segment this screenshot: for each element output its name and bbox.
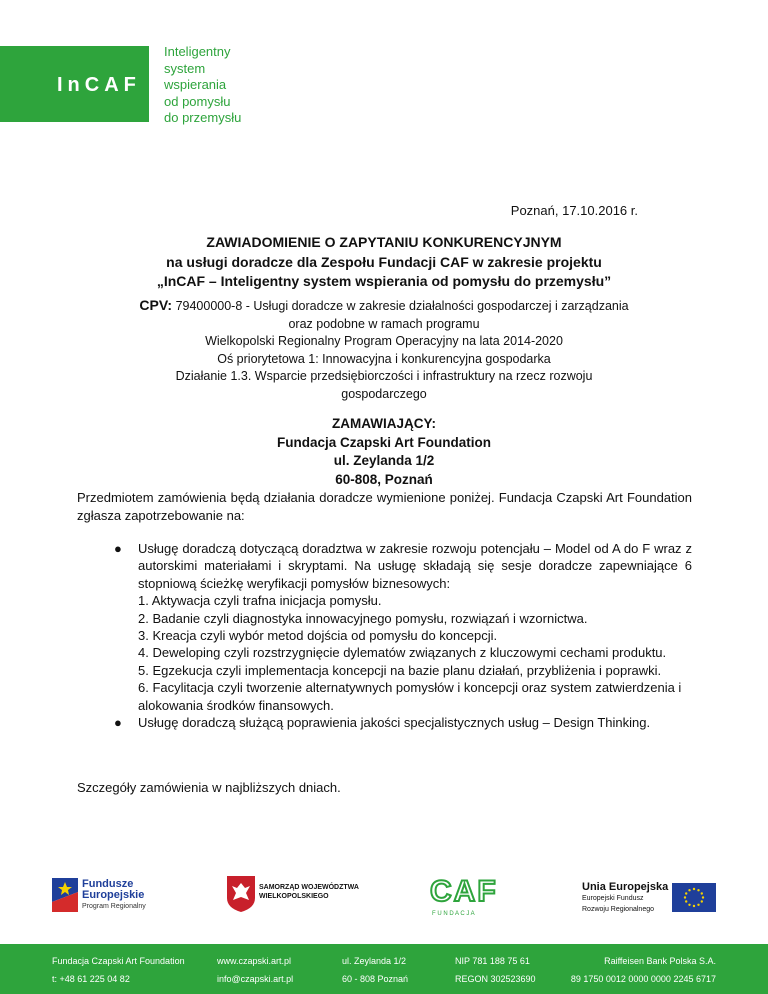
client-line: 60-808, Poznań [335, 471, 433, 487]
list-item [110, 714, 692, 731]
fe-subtitle: Program Regionalny [82, 903, 146, 910]
services-list [110, 540, 692, 731]
client-line: ul. Zeylanda 1/2 [333, 453, 435, 468]
sub-item: 6. Facylitacja czyli tworzenie alternatywnych pomysłów i koncepcji oraz system zatwierdzenia i alokowania środków finansowych. [138, 680, 682, 713]
title-line: „InCAF – Inteligentny system wspierania od pomysłu do przemysłu” [156, 273, 612, 289]
footer-email-link[interactable]: info@czapski.art.pl [217, 974, 294, 984]
sub-item: 1. Aktywacja czyli trafna inicjacja pomysłu. [138, 593, 382, 609]
closing-note: Szczegóły zamówienia w najbliższych dniach. [77, 780, 341, 795]
client-line: ZAMAWIAJĄCY: [332, 416, 436, 431]
list-item-text: Usługę doradczą służącą poprawienia jakości specjalistycznych usług – Design Thinking. [138, 715, 651, 731]
cpv-block [0, 297, 768, 404]
wlkp-line: SAMORZĄD WOJEWÓDZTWA [259, 884, 359, 891]
title-line: na usługi doradcze dla Zespołu Fundacji CAF w zakresie projektu [166, 253, 602, 270]
tagline-line: system [164, 60, 206, 76]
tagline-line: Inteligentny [164, 44, 231, 59]
sub-item: 5. Egzekucja czyli implementacja koncepcji na bazie planu działań, przybliżenia i poprawki. [138, 662, 662, 678]
list-item [110, 540, 692, 714]
client-block [0, 415, 768, 489]
footer-nip: NIP 781 188 75 61 [455, 956, 530, 966]
caf-logo: CAF [430, 875, 498, 908]
cpv-line: Działanie 1.3. Wsparcie przedsiębiorczości i infrastruktury na rzecz rozwoju [175, 369, 593, 384]
document-date: Poznań, 17.10.2016 r. [510, 203, 638, 218]
tagline-line: od pomysłu [164, 93, 231, 109]
ue-line: Europejski Fundusz [582, 895, 644, 902]
footer-city: 60 - 808 Poznań [342, 974, 409, 984]
footer-phone: t: +48 61 225 04 82 [52, 974, 130, 984]
list-item-text: Usługę doradczą dotyczącą doradztwa w zakresie rozwoju potencjału – Model od A do F wraz z autorskimi materiałami i skryptami. Na usługę składają się sesje doradcze zapewniające 6 stopniową ścieżkę weryfikacji pomysłów biznesowych: [138, 541, 692, 591]
fundusze-europejskie-logo-icon [52, 878, 78, 912]
footer-account: 89 1750 0012 0000 0000 2245 6717 [570, 974, 716, 984]
tagline-line: do przemysłu [164, 110, 242, 125]
document-title [0, 233, 768, 292]
wlkp-line: WIELKOPOLSKIEGO [259, 892, 329, 900]
footer-website-link[interactable]: www.czapski.art.pl [217, 956, 292, 966]
caf-subtitle: F U N D A C J A [432, 911, 475, 917]
sub-item: 2. Badanie czyli diagnostyka innowacyjnego pomysłu, rozwiązań i wzornictwa. [138, 610, 588, 626]
cpv-label: CPV: [139, 297, 173, 313]
eu-flag-icon [672, 883, 716, 912]
sub-item: 4. Deweloping czyli rozstrzygnięcie dylematów związanych z kluczowymi cechami produktu. [138, 645, 667, 661]
header-tagline [164, 44, 241, 127]
footer-bank: Raiffeisen Bank Polska S.A. [604, 956, 716, 966]
ue-line: Rozwoju Regionalnego [582, 906, 654, 913]
bullet-icon: ● [114, 541, 122, 556]
cpv-line: gospodarczego [341, 386, 427, 401]
footer-regon: REGON 302523690 [455, 974, 536, 984]
incaf-logo: InCAF [57, 74, 141, 96]
footer-street: ul. Zeylanda 1/2 [342, 956, 407, 966]
cpv-code: 79400000-8 - Usługi doradcze w zakresie działalności gospodarczej i zarządzania [175, 299, 629, 313]
cpv-line: Wielkopolski Regionalny Program Operacyjny na lata 2014-2020 [205, 334, 563, 349]
cpv-line: oraz podobne w ramach programu [288, 316, 480, 331]
intro-paragraph: Przedmiotem zamówienia będą działania doradcze wymienione poniżej. Fundacja Czapski Art Foundation zgłasza zapotrzebowanie na: [77, 490, 692, 523]
sub-item: 3. Kreacja czyli wybór metod dojścia od pomysłu do koncepcji. [138, 628, 498, 644]
wielkopolska-eagle-icon [227, 876, 255, 912]
footer-org-name: Fundacja Czapski Art Foundation [52, 956, 185, 966]
fe-title2: Europejskie [82, 889, 145, 901]
bullet-icon: ● [114, 715, 122, 731]
tagline-line: wspierania [164, 77, 227, 92]
client-line: Fundacja Czapski Art Foundation [276, 434, 491, 450]
logos-strip [0, 870, 768, 930]
title-line: ZAWIADOMIENIE O ZAPYTANIU KONKURENCYJNYM [206, 234, 562, 250]
footer-bar [0, 944, 768, 994]
ue-title: Unia Europejska [582, 881, 669, 893]
cpv-line: Oś priorytetowa 1: Innowacyjna i konkurencyjna gospodarka [217, 351, 551, 366]
fe-title: Fundusze [82, 878, 134, 890]
